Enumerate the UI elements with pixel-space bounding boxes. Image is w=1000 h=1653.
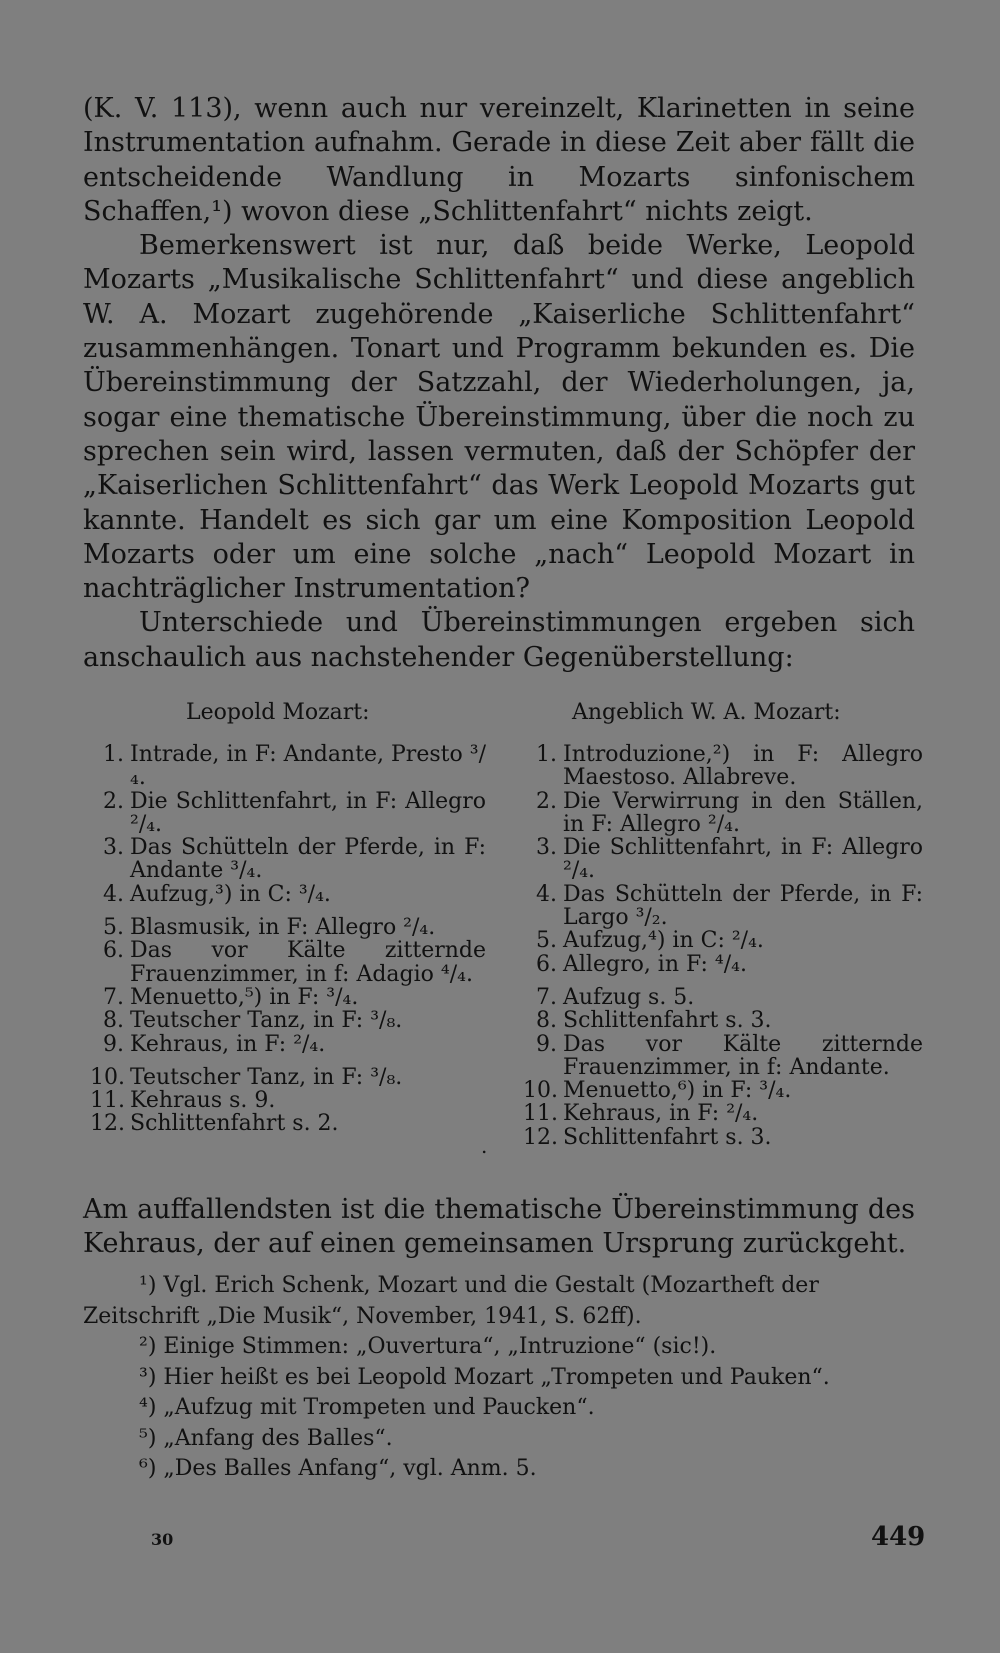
item-number: 7. bbox=[536, 984, 557, 1010]
item-text: Introduzione,²) in F: Allegro Maestoso. Allabreve. bbox=[563, 742, 923, 791]
list-item bbox=[523, 836, 923, 883]
item-number: 3. bbox=[103, 835, 124, 861]
list-item bbox=[523, 1079, 923, 1102]
list-item bbox=[523, 883, 923, 930]
item-number: 4. bbox=[536, 881, 557, 907]
list-item bbox=[523, 1033, 923, 1080]
item-text: Die Schlittenfahrt, in F: Allegro ²/₄. bbox=[563, 835, 923, 884]
list-item bbox=[523, 790, 923, 837]
list-item bbox=[523, 1102, 923, 1125]
list-item bbox=[90, 836, 486, 883]
list-item bbox=[523, 1009, 923, 1032]
list-item bbox=[90, 883, 486, 906]
stray-mark: . bbox=[481, 1134, 488, 1158]
item-number: 6. bbox=[536, 951, 557, 977]
item-number: 9. bbox=[536, 1031, 557, 1057]
list-item bbox=[90, 790, 486, 837]
item-text: Aufzug,³) in C: ³/₄. bbox=[130, 881, 331, 907]
body-text bbox=[83, 92, 915, 675]
body-paragraph: (K. V. 113), wenn auch nur vereinzelt, Klarinetten in seine Instrumentation aufnahm. Gerade in diese Zeit aber fällt die entscheidende Wandlung in Mozarts sinfonischem Schaffen,¹) wovon diese „Schlittenfahrt“ nichts zeigt. bbox=[83, 93, 915, 227]
item-text: Teutscher Tanz, in F: ³/₈. bbox=[130, 1064, 403, 1090]
footnote: ³) Hier heißt es bei Leopold Mozart „Trompeten und Pauken“. bbox=[139, 1364, 830, 1390]
list-item bbox=[90, 986, 486, 1009]
footnote: ⁶) „Des Balles Anfang“, vgl. Anm. 5. bbox=[139, 1456, 537, 1481]
item-number: 8. bbox=[103, 1008, 124, 1034]
item-number: 8. bbox=[536, 1008, 557, 1034]
item-text: Intrade, in F: Andante, Presto ³/₄. bbox=[130, 742, 486, 791]
list-item bbox=[90, 1009, 486, 1032]
item-text: Das vor Kälte zitternde Frauenzimmer, in f: Andante. bbox=[563, 1031, 923, 1080]
item-text: Das Schütteln der Pferde, in F: Largo ³/₂. bbox=[563, 881, 923, 931]
item-number: 5. bbox=[536, 928, 557, 954]
list-item bbox=[523, 953, 923, 976]
item-number: 9. bbox=[103, 1031, 124, 1057]
item-number: 7. bbox=[103, 984, 124, 1010]
item-text: Kehraus, in F: ²/₄. bbox=[563, 1101, 759, 1127]
item-number: 3. bbox=[536, 835, 557, 861]
list-item bbox=[523, 986, 923, 1009]
item-number: 10. bbox=[90, 1064, 125, 1090]
item-text: Menuetto,⁵) in F: ³/₄. bbox=[130, 984, 359, 1010]
body-paragraph: Unterschiede und Übereinstimmungen ergeben sich anschaulich aus nachstehender Gegenüberstellung: bbox=[83, 607, 915, 673]
footnote: ⁴) „Aufzug mit Trompeten und Paucken“. bbox=[139, 1395, 595, 1420]
list-item bbox=[90, 1089, 486, 1112]
footnote: ¹) Vgl. Erich Schenk, Mozart und die Gestalt (Mozartheft der Zeitschrift „Die Musik“, November, 1941, S. 62ff). bbox=[83, 1273, 819, 1329]
list-item bbox=[523, 1126, 923, 1149]
item-number: 4. bbox=[103, 881, 124, 907]
item-number: 11. bbox=[523, 1101, 558, 1127]
item-text: Teutscher Tanz, in F: ³/₈. bbox=[130, 1008, 403, 1034]
item-text: Schlittenfahrt s. 2. bbox=[130, 1111, 339, 1137]
right-column-list bbox=[523, 743, 923, 1149]
left-column-list bbox=[90, 743, 486, 1136]
item-number: 2. bbox=[536, 788, 557, 814]
list-item bbox=[90, 1112, 486, 1135]
item-text: Kehraus s. 9. bbox=[130, 1088, 276, 1114]
footnote: ⁵) „Anfang des Balles“. bbox=[139, 1425, 393, 1451]
item-text: Aufzug,⁴) in C: ²/₄. bbox=[563, 928, 764, 954]
list-item bbox=[90, 1066, 486, 1089]
item-text: Das vor Kälte zitternde Frauenzimmer, in f: Adagio ⁴/₄. bbox=[130, 938, 486, 987]
item-text: Das Schütteln der Pferde, in F: Andante ³/₄. bbox=[130, 835, 486, 884]
item-number: 6. bbox=[103, 938, 124, 964]
conclusion-paragraph: Am auffallendsten ist die thematische Übereinstimmung des Kehraus, der auf einen gemeinsamen Ursprung zurückgeht. bbox=[83, 1194, 915, 1259]
body-paragraph: Bemerkenswert ist nur, daß beide Werke, Leopold Mozarts „Musikalische Schlittenfahrt“ und diese angeblich W. A. Mozart zugehörende „Kaiserliche Schlittenfahrt“ zusammenhängen. Tonart und Programm bekunden es. Die Übereinstimmung der Satzzahl, der Wiederholungen, ja, sogar eine thematische Übereinstimmung, über die noch zu sprechen sein wird, lassen vermuten, daß der Schöpfer der „Kaiserlichen Schlittenfahrt“ das Werk Leopold Mozarts gut kannte. Handelt es sich gar um eine Komposition Leopold Mozarts oder um eine solche „nach“ Leopold Mozart in nachträglicher Instrumentation? bbox=[83, 230, 915, 605]
item-number: 1. bbox=[536, 742, 557, 767]
footnote: ²) Einige Stimmen: „Ouvertura“, „Intruzione“ (sic!). bbox=[139, 1334, 717, 1359]
page-number: 449 bbox=[871, 1522, 926, 1552]
item-text: Die Verwirrung in den Ställen, in F: Allegro ²/₄. bbox=[563, 788, 923, 837]
item-text: Allegro, in F: ⁴/₄. bbox=[563, 951, 747, 977]
item-number: 10. bbox=[523, 1078, 558, 1104]
footnotes bbox=[83, 1271, 923, 1485]
list-item bbox=[523, 929, 923, 952]
item-number: 12. bbox=[523, 1124, 558, 1150]
conclusion-text bbox=[83, 1193, 915, 1261]
list-item bbox=[523, 743, 923, 790]
item-number: 11. bbox=[90, 1088, 125, 1114]
item-text: Aufzug s. 5. bbox=[563, 984, 695, 1010]
item-text: Kehraus, in F: ²/₄. bbox=[130, 1031, 326, 1057]
item-number: 1. bbox=[103, 742, 124, 767]
list-item bbox=[90, 939, 486, 986]
list-item bbox=[90, 1033, 486, 1056]
left-column-heading: Leopold Mozart: bbox=[186, 700, 370, 725]
list-item bbox=[90, 916, 486, 939]
signature-mark: 30 bbox=[151, 1530, 174, 1549]
item-text: Blasmusik, in F: Allegro ²/₄. bbox=[130, 915, 436, 941]
item-text: Die Schlittenfahrt, in F: Allegro ²/₄. bbox=[130, 788, 486, 837]
item-text: Menuetto,⁶) in F: ³/₄. bbox=[563, 1078, 792, 1104]
item-text: Schlittenfahrt s. 3. bbox=[563, 1124, 772, 1150]
item-number: 12. bbox=[90, 1111, 125, 1137]
item-number: 5. bbox=[103, 915, 124, 941]
item-number: 2. bbox=[103, 788, 124, 814]
right-column-heading: Angeblich W. A. Mozart: bbox=[572, 700, 841, 725]
item-text: Schlittenfahrt s. 3. bbox=[563, 1008, 772, 1034]
list-item bbox=[90, 743, 486, 790]
